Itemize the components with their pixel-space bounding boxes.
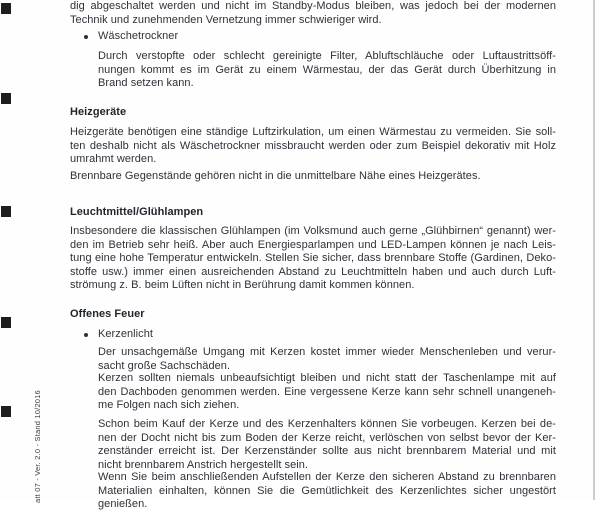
text-line: strömung z. B. beim Lüften nicht in Berührung damit kommen können.	[70, 279, 415, 291]
text-line: ten deshalb nicht als Wäschetrockner missbraucht werden oder zum Beispiel dekorativ mit Holz	[70, 139, 556, 152]
text-line: Der unsachgemäße Umgang mit Kerzen kostet immer wieder Menschenleben und verur-	[98, 346, 556, 358]
paragraph	[70, 126, 556, 167]
bullet-dot-icon	[84, 35, 88, 39]
text-line: zenständer erreicht ist. Der Kerzenständer sollte aus nicht brennbarem Material und mit	[98, 445, 556, 457]
text-line: tung eine hohe Temperatur entwickeln. Stellen Sie sicher, dass brennbare Stoffe (Gardinen, Deko-	[70, 252, 556, 264]
text-line: Schon beim Kauf der Kerze und des Kerzenhalters können Sie vorbeugen. Kerzen bei de-	[98, 418, 556, 430]
paragraph	[70, 225, 556, 293]
text-line: Kerzen sollten niemals unbeaufsichtigt bleiben und nicht statt der Taschenlampe mit auf	[98, 372, 556, 384]
text-line: sacht große Sachschäden.	[98, 359, 231, 372]
text-line: nungen kommt es im Gerät zu einem Wärmestau, der das Gerät durch Überhitzung in	[98, 63, 556, 76]
text-line: dig abgeschaltet werden und nicht im Standby-Modus bleiben, was jedoch bei der modernen	[70, 0, 556, 12]
text-line: den im Betrieb sehr heiß. Aber auch Energiesparlampen und LED-Lampen können je nach Leis-	[70, 238, 556, 251]
bullet-dot-icon	[84, 333, 88, 337]
text-line: stoffe usw.) immer einen ausreichenden Abstand zu Leuchtmitteln haben und auch durch Luft-	[70, 265, 556, 278]
scan-edge-tab-mark	[1, 3, 11, 14]
paragraph	[70, 170, 556, 184]
text-line: Wenn Sie beim anschließenden Aufstellen der Kerze den sicheren Abstand zu brennbaren	[98, 471, 556, 483]
bullet-label: Wäschetrockner	[98, 30, 179, 42]
bullet-item	[98, 30, 556, 44]
text-line: umrahmt werden.	[70, 153, 157, 165]
text-line: Durch verstopfte oder schlecht gereinigte Filter, Abluftschläuche oder Luftaustrittsöff-	[98, 50, 556, 62]
scan-page-edge-line	[593, 0, 595, 500]
paragraph	[98, 418, 556, 472]
margin-version-note: att 07 - Ver. 2.0 - Stand 10/2016	[33, 390, 42, 503]
text-line: Insbesondere die klassischen Glühlampen (im Volksmund auch gerne „Glühbirnen“ genannt) wer-	[70, 225, 556, 237]
text-line: nicht brennbarem Anstrich hergestellt sein.	[98, 458, 309, 471]
text-line: me Folgen nach sich ziehen.	[98, 399, 240, 411]
paragraph	[98, 346, 556, 373]
section-heading: Heizgeräte	[70, 106, 127, 118]
text-line: Materialien einhalten, können Sie die Gemütlichkeit des Kerzenlichtes sicher ungestört	[98, 484, 556, 497]
bullet-label: Kerzenlicht	[98, 328, 153, 340]
section-heading: Leuchtmittel/Glühlampen	[70, 206, 204, 218]
text-line: nen der Docht nicht bis zum Boden der Kerze reicht, verlöschen von selbst bevor der Ker-	[98, 431, 556, 444]
scan-edge-tab-mark	[1, 206, 11, 217]
paragraph	[98, 50, 556, 91]
scan-edge-tab-mark	[1, 93, 11, 104]
text-line: Heizgeräte benötigen eine ständige Luftzirkulation, um einen Wärmestau zu vermeiden. Sie soll-	[70, 126, 556, 138]
paragraph	[70, 0, 556, 27]
text-line: Technik und zunehmenden Vernetzung immer schwieriger wird.	[70, 13, 382, 26]
text-line: Brand setzen kann.	[98, 77, 194, 89]
scan-edge-tab-mark	[1, 406, 11, 417]
paragraph	[98, 372, 556, 413]
text-line: den Dachboden genommen werden. Eine vergessene Kerze kann sehr schnell unangeneh-	[98, 385, 556, 398]
scan-edge-tab-mark	[1, 317, 11, 328]
bullet-item	[98, 328, 556, 342]
text-line: Brennbare Gegenstände gehören nicht in die unmittelbare Nähe eines Heizgerätes.	[70, 170, 481, 182]
text-line: genießen.	[98, 498, 148, 510]
section-heading: Offenes Feuer	[70, 308, 145, 320]
paragraph	[98, 471, 556, 512]
